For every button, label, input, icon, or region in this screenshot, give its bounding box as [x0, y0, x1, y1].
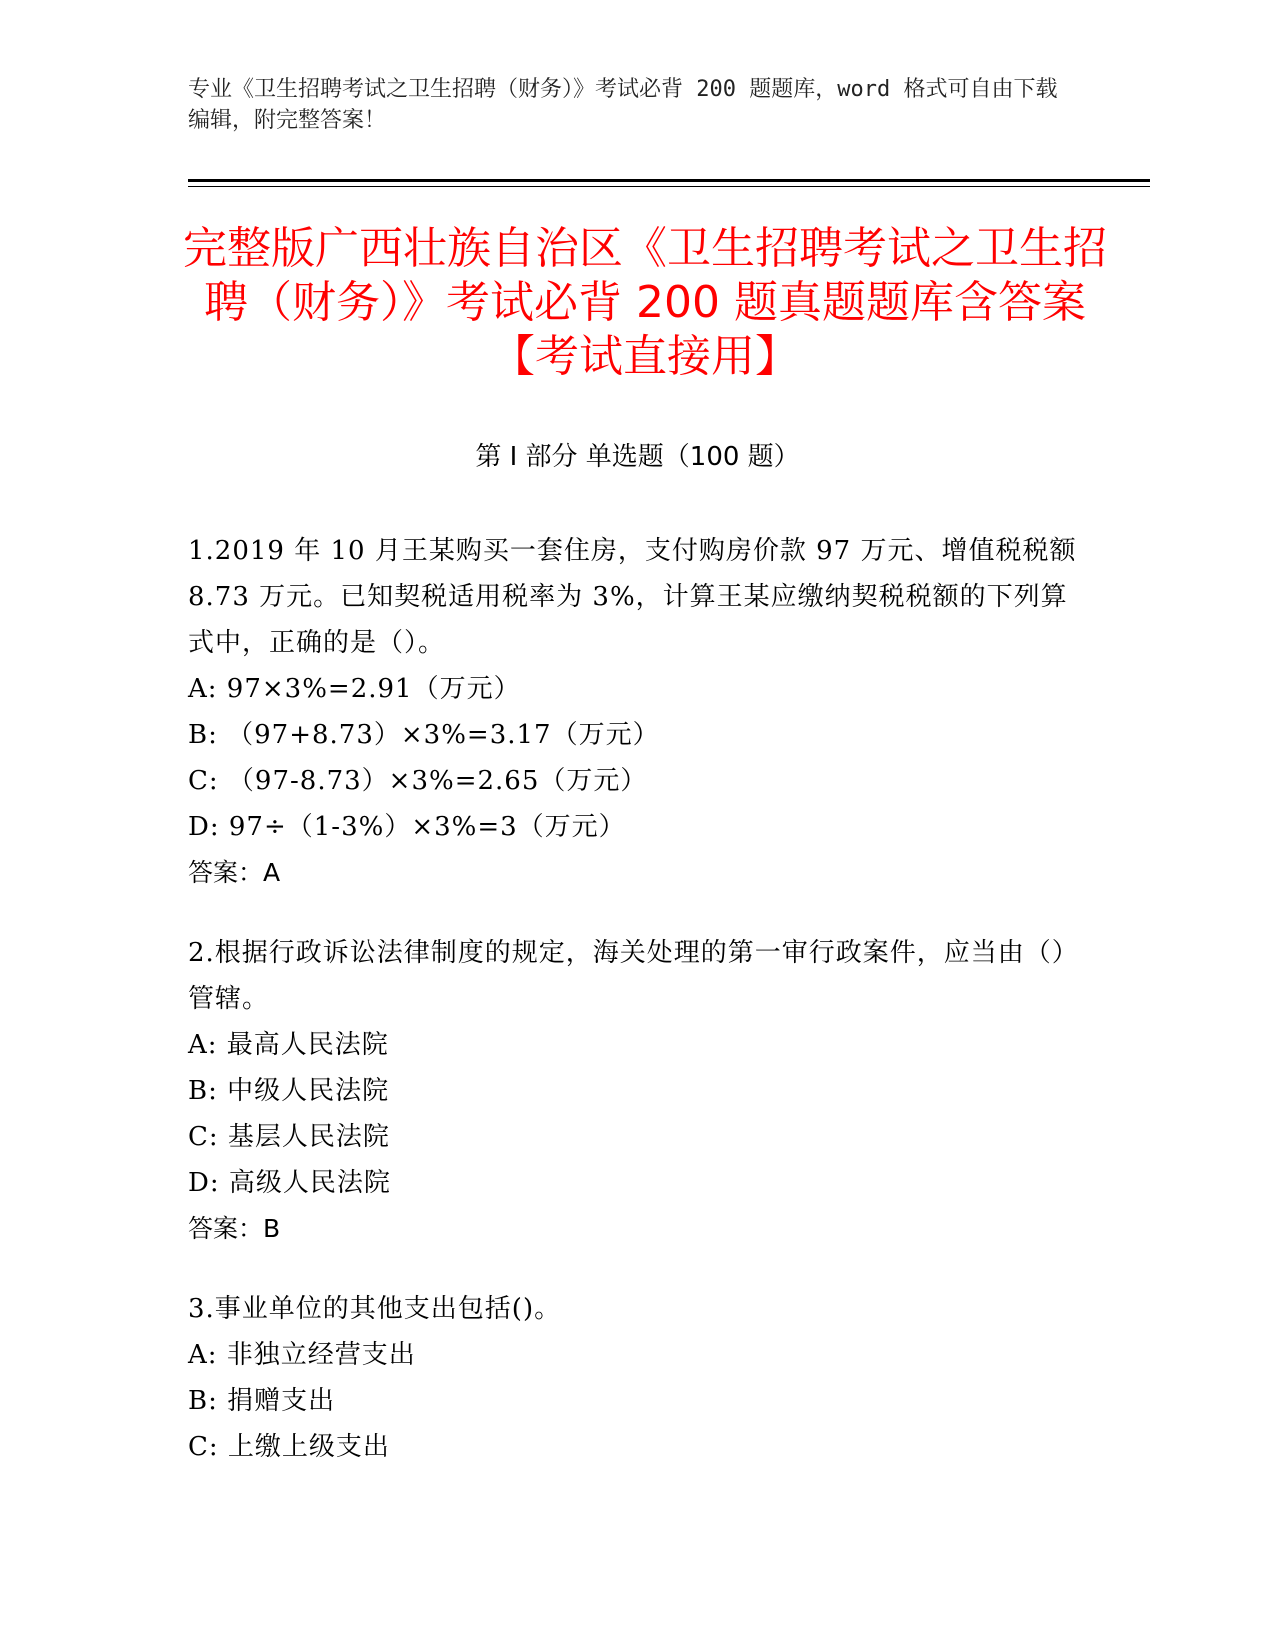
header-divider-thin: [188, 186, 1150, 187]
answer: 答案：A: [188, 858, 281, 887]
header-note: 专业《卫生招聘考试之卫生招聘（财务）》考试必背 200 题题库，word 格式可自由下载编辑，附完整答案！: [188, 77, 1058, 133]
header-divider-thick: [188, 179, 1150, 182]
question-3: [188, 1286, 1088, 1470]
question-list: [188, 528, 1088, 1504]
option-a: A: 97×3%=2.91（万元）: [188, 674, 521, 704]
option-b: B: 中级人民法院: [188, 1076, 390, 1106]
question-1: [188, 528, 1088, 896]
option-a: A: 最高人民法院: [188, 1030, 389, 1060]
option-c: C: （97-8.73）×3%=2.65（万元）: [188, 766, 648, 796]
option-b: B: 捐赠支出: [188, 1386, 336, 1416]
option-c: C: 基层人民法院: [188, 1122, 390, 1152]
option-a: A: 非独立经营支出: [188, 1340, 416, 1370]
question-2: [188, 930, 1088, 1252]
option-b: B: （97+8.73）×3%=3.17（万元）: [188, 720, 660, 750]
question-stem: 1.2019 年 10 月王某购买一套住房，支付购房价款 97 万元、增值税税额 8.73 万元。已知契税适用税率为 3%，计算王某应缴纳契税税额的下列算式中，正确的是（）。: [188, 536, 1077, 658]
option-d: D: 高级人民法院: [188, 1168, 391, 1198]
option-d: D: 97÷（1-3%）×3%=3（万元）: [188, 812, 626, 842]
document-title: 完整版广西壮族自治区《卫生招聘考试之卫生招聘（财务）》考试必背 200 题真题题库含答案【考试直接用】: [183, 223, 1107, 382]
section-title: 第 I 部分 单选题（100 题）: [475, 442, 800, 472]
answer: 答案：B: [188, 1214, 281, 1243]
option-c: C: 上缴上级支出: [188, 1432, 390, 1462]
question-stem: 2.根据行政诉讼法律制度的规定，海关处理的第一审行政案件，应当由（）管辖。: [188, 938, 1079, 1014]
question-stem: 3.事业单位的其他支出包括()。: [188, 1294, 562, 1324]
